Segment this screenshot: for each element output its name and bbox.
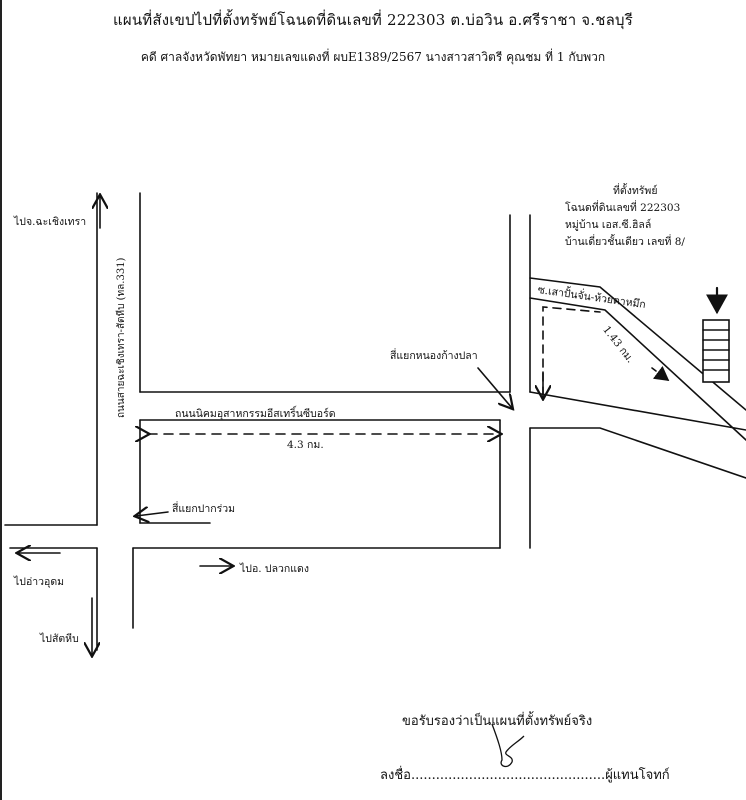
label-soi: ซ.เสาปั้นจั่น-ห้วยตาหมึก (536, 283, 647, 312)
property-info-block (565, 183, 685, 251)
document-title: แผนที่สังเขปไปที่ตั้งทรัพย์โฉนดที่ดินเลขที่ 222303 ต.บ่อวิน อ.ศรีราชา จ.ชลบุรี (112, 11, 634, 29)
label-junction-pakruam: สี่แยกปากร่วม (172, 503, 236, 515)
label-industrial-road: ถนนนิคมอุสาหกรรมอีสเทริ์นซีบอร์ด (175, 408, 336, 420)
route-arrow-to-property (652, 368, 668, 380)
label-distance-4-3km: 4.3 กม. (285, 436, 326, 453)
signature-dots: ............................................... (410, 768, 606, 783)
label-to-chachoengsao: ไปจ.ฉะเชิงเทรา (14, 216, 87, 228)
label-junction-nongkangpla: สี่แยกหนองก้างปลา (390, 350, 478, 362)
label-main-road: ถนนสายฉะเชิงเทรา-สัตหีบ (ทล.331) (116, 257, 127, 418)
label-to-pluakdaeng: ไปอ. ปลวกแดง (240, 563, 309, 575)
property-village: หมู่บ้าน เอส.ซี.ฮิลล์ (565, 219, 652, 231)
label-to-ao-udom: ไปอ่าวอุดม (14, 576, 65, 588)
certification-text: ขอรับรองว่าเป็นแผนที่ตั้งทรัพย์จริง (402, 714, 593, 729)
signature-suffix: ผู้แทนโจทก์ (605, 768, 670, 783)
case-subtitle: คดี ศาลจังหวัดพัทยา หมายเลขแดงที่ ผบE1389/2567 นางสาวสาวิตรี คุณชม ที่ 1 กับพวก (140, 50, 606, 64)
label-distance-1-43km: 1.43 กม. (600, 323, 637, 366)
signature-line (380, 764, 670, 785)
route-dashed-soi (543, 307, 600, 395)
arrow-nongkangpla-junction (478, 368, 512, 408)
label-to-sattahip: ไปสัตหีบ (40, 633, 79, 645)
property-deed: โฉนดที่ดินเลขที่ 222303 (565, 202, 681, 214)
signature-prefix: ลงชื่อ (380, 768, 411, 783)
property-heading: ที่ตั้งทรัพย์ (613, 185, 658, 197)
property-house: บ้านเดี่ยวชั้นเดียว เลขที่ 8/ (565, 236, 685, 248)
soi-branch-lower (530, 428, 746, 478)
